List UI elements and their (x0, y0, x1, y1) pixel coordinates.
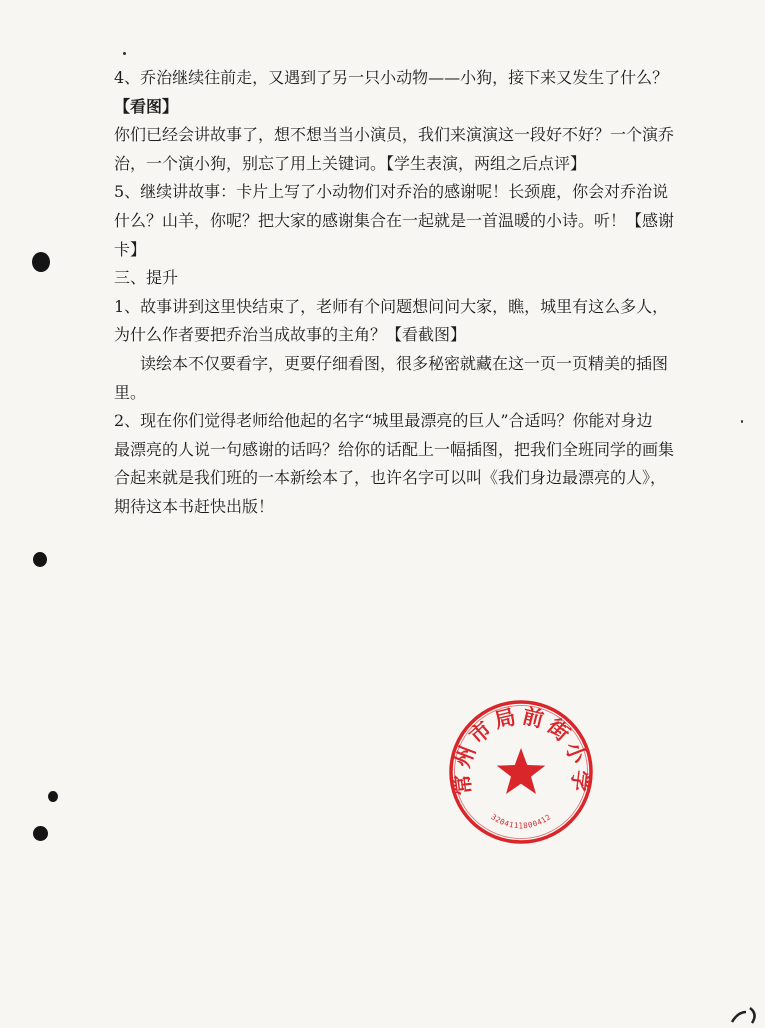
official-seal (447, 698, 595, 846)
scan-speck (741, 420, 743, 423)
text-line-12: 里。 (114, 382, 147, 402)
text-line-11: 读绘本不仅要看字，更要仔细看图，很多秘密就藏在这一页一页精美的插图 (140, 353, 669, 373)
text-line-4: 治，一个演小狗，别忘了用上关键词。【学生表演，两组之后点评】 (114, 153, 587, 173)
text-line-3: 你们已经会讲故事了，想不想当当小演员，我们来演演这一段好不好？一个演乔 (114, 125, 675, 145)
binder-hole-mark (32, 252, 50, 272)
binder-hole-mark (48, 791, 58, 802)
text-line-6: 什么？山羊，你呢？把大家的感谢集合在一起就是一首温暖的小诗。听！【感谢 (114, 210, 675, 230)
text-line-2: 【看图】 (114, 96, 179, 116)
text-line-9: 1、故事讲到这里快结束了，老师有个问题想问问大家，瞧，城里有这么多人， (114, 296, 669, 316)
text-line-13: 2、现在你们觉得老师给他起的名字“城里最漂亮的巨人”合适吗？你能对身边 (114, 411, 653, 431)
scan-speck (123, 52, 126, 55)
text-line-15: 合起来就是我们班的一本新绘本了，也许名字可以叫《我们身边最漂亮的人》， (114, 468, 667, 488)
scan-edge-mark (728, 998, 758, 1024)
binder-hole-mark (33, 826, 48, 841)
svg-text:常州市局前街小学: 常州市局前街小学 (449, 703, 593, 797)
text-line-10: 为什么作者要把乔治当成故事的主角？【看截图】 (114, 325, 467, 345)
svg-text:3204111800412: 3204111800412 (489, 812, 553, 831)
section-heading: 三、提升 (114, 268, 179, 288)
text-line-1: 4、乔治继续往前走，又遇到了另一只小动物——小狗，接下来又发生了什么？ (114, 68, 669, 87)
text-line-5: 5、继续讲故事：卡片上写了小动物们对乔治的感谢呢！长颈鹿，你会对乔治说 (114, 182, 669, 202)
document-body (114, 64, 674, 522)
text-line-14: 最漂亮的人说一句感谢的话吗？给你的话配上一幅插图，把我们全班同学的画集 (114, 439, 675, 459)
text-line-7: 卡】 (114, 239, 147, 259)
text-line-16: 期待这本书赶快出版！ (114, 496, 275, 516)
binder-hole-mark (33, 552, 47, 567)
